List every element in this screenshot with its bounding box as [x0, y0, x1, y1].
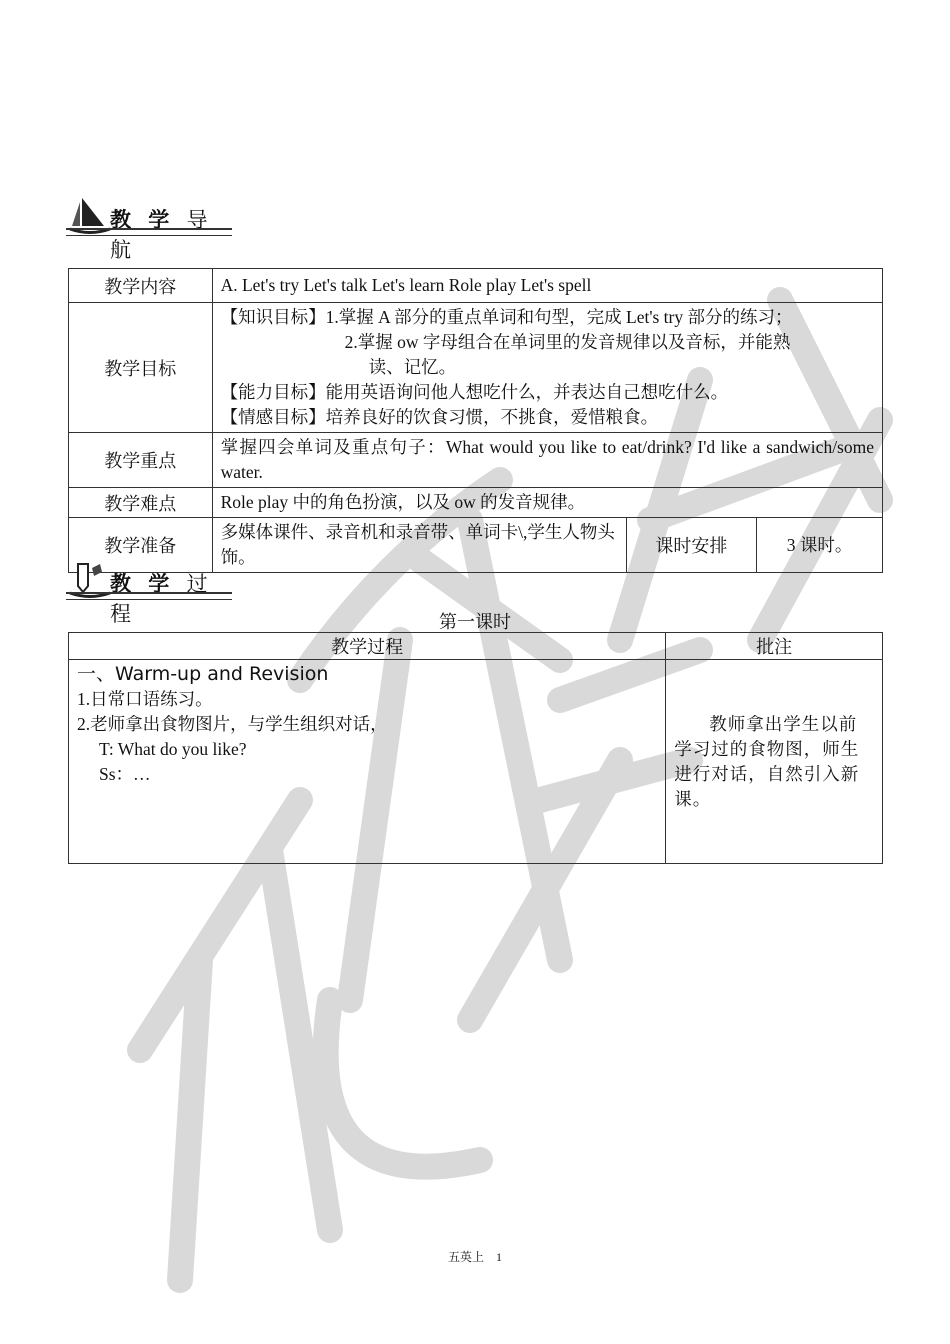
goal-knowledge-1: 【知识目标】1.掌握 A 部分的重点单词和句型，完成 Let's try 部分的练习； — [220, 307, 793, 327]
content-label: 教学内容 — [69, 269, 213, 303]
lesson-title: 第一课时 — [439, 612, 511, 633]
table-row — [69, 488, 883, 518]
page-footer: 五英上 1 — [447, 1250, 502, 1264]
table-row — [69, 303, 883, 433]
goal-knowledge-2b: 读、记忆。 — [368, 357, 457, 377]
table-row — [69, 433, 883, 488]
nav-title-bold: 教 学 — [110, 208, 175, 232]
process-title-light: 过 程 — [110, 572, 213, 626]
teaching-navigation-table — [68, 268, 883, 573]
header-rule — [66, 228, 232, 236]
table-header-row — [69, 633, 883, 660]
goal-ability: 【能力目标】能用英语询问他人想吃什么，并表达自己想吃什么。 — [220, 382, 729, 402]
section-header-nav — [66, 196, 236, 262]
schedule-label: 课时安排 — [626, 518, 757, 573]
dialog-students: Ss：… — [99, 764, 151, 784]
process-title-bold: 教 学 — [110, 572, 175, 596]
goals-label: 教学目标 — [69, 303, 213, 433]
key-value: 掌握四会单词及重点句子：What would you like to eat/drink? I'd like a sandwich/some water. — [212, 433, 882, 488]
table-row — [69, 660, 883, 864]
nav-title-light: 导 航 — [110, 208, 213, 262]
process-cell — [69, 660, 666, 864]
teaching-process-table — [68, 632, 883, 864]
col-process-header: 教学过程 — [69, 633, 666, 660]
table-row — [69, 269, 883, 303]
goal-knowledge-2a: 2.掌握 ow 字母组合在单词里的发音规律以及音标，并能熟 — [344, 332, 791, 352]
goals-cell — [212, 303, 882, 433]
key-label: 教学重点 — [69, 433, 213, 488]
notes-cell — [666, 660, 883, 864]
schedule-value: 3 课时。 — [757, 518, 883, 573]
difficulty-value: Role play 中的角色扮演，以及 ow 的发音规律。 — [212, 488, 882, 518]
goal-emotion: 【情感目标】培养良好的饮食习惯，不挑食，爱惜粮食。 — [220, 407, 659, 427]
header-rule — [66, 592, 232, 600]
col-notes-header: 批注 — [666, 633, 883, 660]
section-header-process — [66, 560, 236, 626]
warmup-heading: 一、Warm-up and Revision — [77, 663, 329, 685]
content-value: A. Let's try Let's talk Let's learn Role play Let's spell — [212, 269, 882, 303]
step-1: 1.日常口语练习。 — [77, 689, 213, 709]
difficulty-label: 教学难点 — [69, 488, 213, 518]
note-text: 教师拿出学生以前学习过的食物图，师生进行对话，自然引入新课。 — [674, 713, 860, 809]
prep-label: 教学准备 — [69, 518, 213, 573]
prep-value: 多媒体课件、录音机和录音带、单词卡\,学生人物头饰。 — [212, 518, 626, 573]
dialog-teacher: T: What do you like? — [99, 739, 247, 759]
step-2: 2.老师拿出食物图片，与学生组织对话， — [77, 714, 388, 734]
